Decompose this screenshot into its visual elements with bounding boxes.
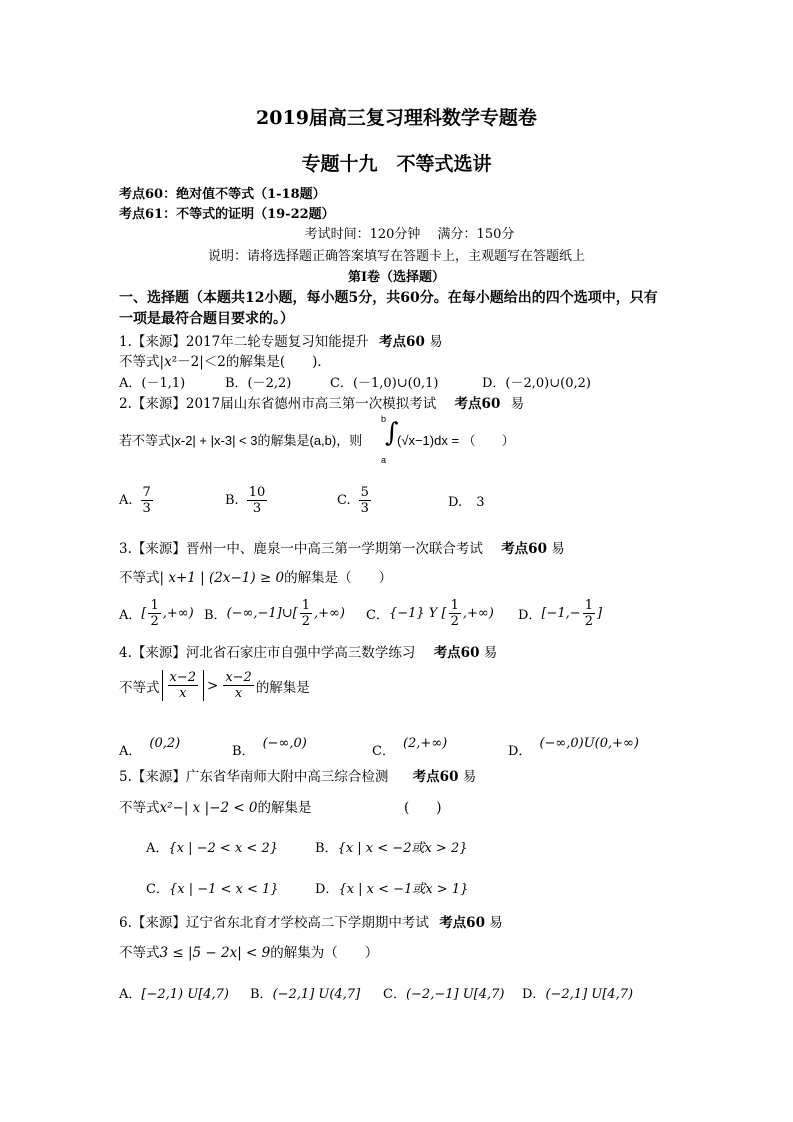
q4-left-den: x — [179, 686, 187, 701]
q2-option-c[interactable] — [337, 485, 373, 516]
q6-c-value: (−2,−1] U[4,7) — [405, 987, 505, 1002]
q4-tag: 考点60 — [433, 645, 480, 661]
q4-right-num: x−2 — [225, 670, 252, 685]
q2-source-text: 2.【来源】2017届山东省德州市高三第一次模拟考试 — [119, 396, 437, 412]
q6-option-b[interactable] — [250, 983, 360, 1002]
q2-option-c-label: C. — [337, 493, 351, 508]
q3-d-label: D． — [518, 608, 542, 623]
q4-left-num: x−2 — [169, 670, 196, 685]
q2-stem — [119, 430, 362, 449]
q2-b-den: 3 — [252, 501, 262, 516]
instruction: 说明：请将选择题正确答案填写在答题卡上，主观题写在答题纸上 — [207, 249, 585, 264]
q6-stem-b: 的解集为（ ） — [270, 945, 379, 961]
q3-stem-a: 不等式 — [119, 570, 160, 586]
q3-b-label: B． — [204, 608, 227, 623]
q2-integral-upper: b — [381, 414, 387, 424]
q5-b-label: B． — [315, 841, 338, 856]
q3-a-l: [ — [141, 606, 147, 621]
q4-b-label: B． — [232, 744, 255, 759]
q3-source — [119, 537, 565, 557]
q4-abs-frac — [162, 670, 205, 701]
q5-a-value: {x | −2 < x < 2} — [168, 841, 278, 856]
q6-c-label: C． — [383, 987, 406, 1002]
q4-d-value: (−∞,0)U(0,+∞) — [539, 736, 639, 751]
q4-stem — [119, 670, 310, 701]
q3-c-l: {−1} Y [ — [388, 606, 447, 621]
q1-stem-a: 不等式| — [119, 354, 165, 370]
q4-frac-right — [223, 670, 254, 701]
q6-stem — [119, 941, 378, 961]
point-61: 考点61：不等式的证明（19-22题） — [119, 207, 335, 222]
q1-level: 易 — [429, 334, 443, 350]
q6-d-label: D． — [522, 987, 546, 1002]
exam-info: 考试时间：120分钟 满分：150分 — [304, 227, 515, 242]
q5-source — [119, 765, 476, 785]
q1-option-c[interactable]: C．(－1,0)∪(0,1) — [330, 376, 439, 391]
q4-option-a[interactable] — [119, 732, 181, 759]
q3-d-r: ] — [596, 606, 603, 621]
q5-option-c[interactable] — [146, 878, 279, 897]
q2-option-b-label: B. — [225, 493, 239, 508]
q3-b-den: 2 — [301, 614, 310, 629]
q3-b-l: (−∞,−1]∪[ — [226, 606, 298, 621]
q2-option-d-label: D. — [448, 495, 463, 510]
q2-option-b[interactable] — [225, 485, 269, 516]
q1-option-d[interactable]: D．(－2,0)∪(0,2) — [482, 376, 591, 391]
q5-stem-a: 不等式 — [119, 800, 160, 816]
q2-option-a-frac — [141, 485, 153, 516]
q6-option-c[interactable] — [383, 983, 504, 1002]
q3-a-frac — [148, 598, 160, 629]
page-title: 2019届高三复习理科数学专题卷 — [256, 107, 537, 129]
q3-option-c[interactable] — [366, 598, 494, 629]
q1-option-a[interactable]: A．(－1,1) — [119, 376, 186, 391]
q2-a-num: 7 — [142, 485, 151, 500]
q5-stem — [119, 796, 312, 816]
q6-b-label: B． — [250, 987, 273, 1002]
q2-option-b-frac — [247, 485, 268, 516]
q3-a-den: 2 — [150, 614, 159, 629]
q5-stem-math: x²−| x |−2 < 0 — [159, 800, 258, 816]
q3-a-num: 1 — [150, 598, 159, 613]
q6-stem-math: 3 ≤ |5 − 2x| < 9 — [159, 945, 271, 961]
q3-stem-math: | x+1 | (2x−1) ≥ 0 — [159, 570, 285, 586]
q6-option-a[interactable] — [119, 983, 229, 1002]
q4-level: 易 — [483, 645, 498, 661]
q2-integrand: (√x−1)dx = （ ） — [397, 433, 515, 448]
q2-c-num: 5 — [360, 485, 369, 500]
q2-option-a[interactable] — [119, 485, 155, 516]
q4-c-value: (2,+∞) — [402, 736, 448, 751]
q5-level: 易 — [462, 769, 477, 785]
q4-source — [119, 641, 497, 661]
q3-source-text: 3.【来源】晋州一中、鹿泉一中高三第一学期第一次联合考试 — [119, 541, 483, 557]
q4-a-label: A． — [119, 744, 142, 759]
q3-c-den: 2 — [450, 614, 459, 629]
q2-c-den: 3 — [360, 501, 369, 516]
q1-stem-c: ²－2|＜2的解集是( )． — [171, 354, 331, 370]
q2-source — [119, 392, 524, 412]
q1-option-b[interactable]: B．(－2,2) — [225, 376, 292, 391]
q2-option-a-label: A. — [119, 493, 133, 508]
q4-gt: > — [207, 677, 219, 694]
q3-c-num: 1 — [450, 598, 459, 613]
q3-c-frac — [449, 598, 461, 629]
q6-d-value: (−2,1] U[4,7) — [545, 987, 634, 1002]
q3-c-r: ,+∞) — [462, 606, 494, 621]
q6-b-value: (−2,1] U(4,7] — [272, 987, 361, 1002]
q3-b-frac — [300, 598, 312, 629]
integral-icon: ∫ — [385, 418, 399, 448]
q6-source — [119, 911, 503, 931]
q4-option-c[interactable] — [372, 732, 448, 759]
q5-d-label: D． — [315, 882, 339, 897]
q5-a-label: A． — [146, 841, 169, 856]
q4-right-den: x — [234, 686, 243, 701]
q4-stem-a: 不等式 — [119, 679, 160, 696]
q4-option-d[interactable] — [508, 732, 639, 759]
q2-tag: 考点60 — [454, 396, 501, 412]
q1-source-text: 1.【来源】2017年二轮专题复习知能提升 — [119, 334, 369, 350]
q2-option-c-frac — [359, 485, 371, 516]
q6-source-text: 6.【来源】辽宁省东北育才学校高二下学期期中考试 — [119, 915, 429, 931]
q4-stem-b: 的解集是 — [255, 679, 310, 696]
q3-d-den: 2 — [584, 614, 593, 629]
q3-d-l: [−1,− — [541, 606, 581, 621]
q3-a-label: A． — [119, 608, 142, 623]
q5-source-text: 5.【来源】广东省华南师大附中高三综合检测 — [119, 769, 389, 785]
q3-b-r: ,+∞) — [313, 606, 345, 621]
q1-source — [119, 330, 443, 350]
q4-b-value: (−∞,0) — [262, 736, 307, 751]
q3-d-frac — [583, 598, 595, 629]
q5-d-value: {x | x < −1或x > 1} — [338, 882, 469, 897]
q4-a-value: (0,2) — [149, 736, 181, 751]
q2-stem-text: 若不等式|x-2| + |x-3| < 3的解集是(a,b)，则 — [119, 433, 363, 448]
q6-option-d[interactable] — [522, 983, 633, 1002]
page-subtitle: 专题十九 不等式选讲 — [301, 153, 492, 175]
q2-integral-lower: a — [381, 455, 387, 465]
q2-level: 易 — [510, 396, 525, 412]
q4-d-label: D． — [508, 744, 532, 759]
section-heading-line2: 一项是最符合题目要求的。） — [119, 311, 294, 327]
q2-option-d[interactable] — [448, 495, 485, 510]
q3-c-label: C． — [366, 608, 389, 623]
q5-option-b[interactable] — [315, 837, 468, 856]
section-heading-line1: 一、选择题（本题共12小题，每小题5分，共60分。在每小题给出的四个选项中，只有 — [119, 290, 658, 306]
q1-tag: 考点60 — [379, 334, 425, 350]
q1-stem — [119, 350, 331, 370]
q3-b-num: 1 — [301, 598, 310, 613]
q3-stem-b: 的解集是（ ） — [284, 570, 393, 586]
q4-frac-left — [168, 670, 199, 701]
q4-source-text: 4.【来源】河北省石家庄市自强中学高三数学练习 — [119, 645, 416, 661]
q2-b-num: 10 — [248, 485, 266, 500]
q3-tag: 考点60 — [501, 541, 547, 557]
q6-stem-a: 不等式 — [119, 945, 160, 961]
point-60: 考点60：绝对值不等式（1-18题） — [119, 187, 326, 202]
q4-c-label: C． — [372, 744, 395, 759]
q3-option-d[interactable] — [518, 598, 602, 629]
q5-option-a[interactable] — [146, 837, 278, 856]
q6-a-value: [−2,1) U[4,7) — [141, 987, 230, 1002]
q5-stem-b: 的解集是 — [257, 800, 312, 816]
q6-level: 易 — [489, 915, 503, 931]
q2-option-d-value: 3 — [476, 495, 485, 510]
q5-b-value: {x | x < −2或x > 2} — [337, 841, 468, 856]
q3-d-num: 1 — [584, 598, 593, 613]
q3-a-r: ,+∞) — [162, 606, 194, 621]
q1-stem-x: x — [164, 354, 172, 370]
q3-option-b[interactable] — [204, 598, 345, 629]
q6-a-label: A． — [119, 987, 142, 1002]
q5-answer-paren: ( ) — [404, 800, 442, 816]
volume-heading: 第I卷（选择题） — [347, 270, 446, 285]
q3-level: 易 — [551, 541, 565, 557]
q6-tag: 考点60 — [439, 915, 485, 931]
q5-c-label: C． — [146, 882, 169, 897]
q5-tag: 考点60 — [412, 769, 459, 785]
q5-c-value: {x | −1 < x < 1} — [168, 882, 279, 897]
q5-option-d[interactable] — [315, 878, 468, 897]
q2-a-den: 3 — [142, 501, 151, 516]
q4-option-b[interactable] — [232, 732, 307, 759]
q3-stem — [119, 566, 392, 586]
q3-option-a[interactable] — [119, 598, 194, 629]
